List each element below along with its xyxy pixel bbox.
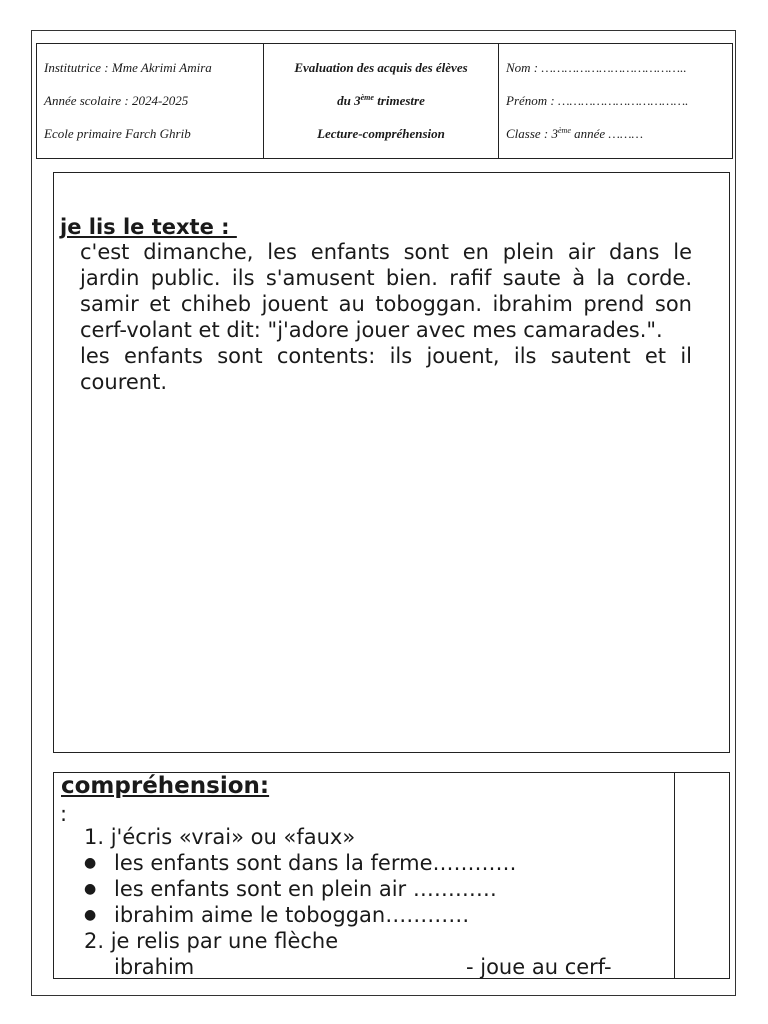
question-2: 2. je relis par une flèche [84, 929, 339, 953]
school-year: Année scolaire : 2024-2025 [44, 93, 189, 108]
teacher-name: Institutrice : Mme Akrimi Amira [44, 60, 212, 75]
evaluation-title: Evaluation des acquis des élèves [294, 60, 468, 75]
question-1: 1. j'écris «vrai» ou «faux» [84, 825, 356, 849]
true-false-item: les enfants sont dans la ferme………… [114, 851, 517, 875]
true-false-item: ibrahim aime le toboggan………… [114, 903, 470, 927]
stray-colon: : [60, 802, 68, 826]
bullet-icon: ● [84, 855, 97, 871]
prenom-field: Prénom : ……………………………. [506, 93, 689, 108]
nom-field: Nom : ……………………………….. [506, 60, 687, 75]
trimester-label: du 3ème trimestre [337, 93, 425, 108]
comprehension-title: compréhension: [61, 773, 270, 799]
school-name: Ecole primaire Farch Ghrib [44, 126, 191, 141]
classe-field: Classe : 3ème année ……… [506, 126, 644, 141]
reading-title: je lis le texte : [60, 215, 237, 239]
reading-passage [80, 239, 692, 395]
comprehension-box [53, 772, 730, 979]
header-table [36, 43, 733, 159]
subject-label: Lecture-compréhension [317, 126, 445, 141]
passage-paragraph-1: c'est dimanche, les enfants sont en plein air dans le jardin public. ils s'amusent bien. rafif saute à la corde. samir et chiheb jouent au toboggan. ibrahim prend son cerf-volant et dit: "j'adore jouer avec mes camarades.". [80, 240, 692, 342]
bullet-icon: ● [84, 907, 97, 923]
reading-text-box [53, 172, 730, 753]
header-right-cell [499, 44, 732, 158]
passage-paragraph-2: les enfants sont contents: ils jouent, ils sautent et il courent. [80, 344, 692, 394]
score-column [674, 773, 729, 978]
match-left-item: ibrahim [114, 955, 195, 979]
bullet-icon: ● [84, 881, 97, 897]
header-middle-cell [264, 44, 499, 158]
match-right-item: - joue au cerf- [466, 955, 612, 979]
header-left-cell [37, 44, 264, 158]
true-false-item: les enfants sont en plein air ………… [114, 877, 497, 901]
